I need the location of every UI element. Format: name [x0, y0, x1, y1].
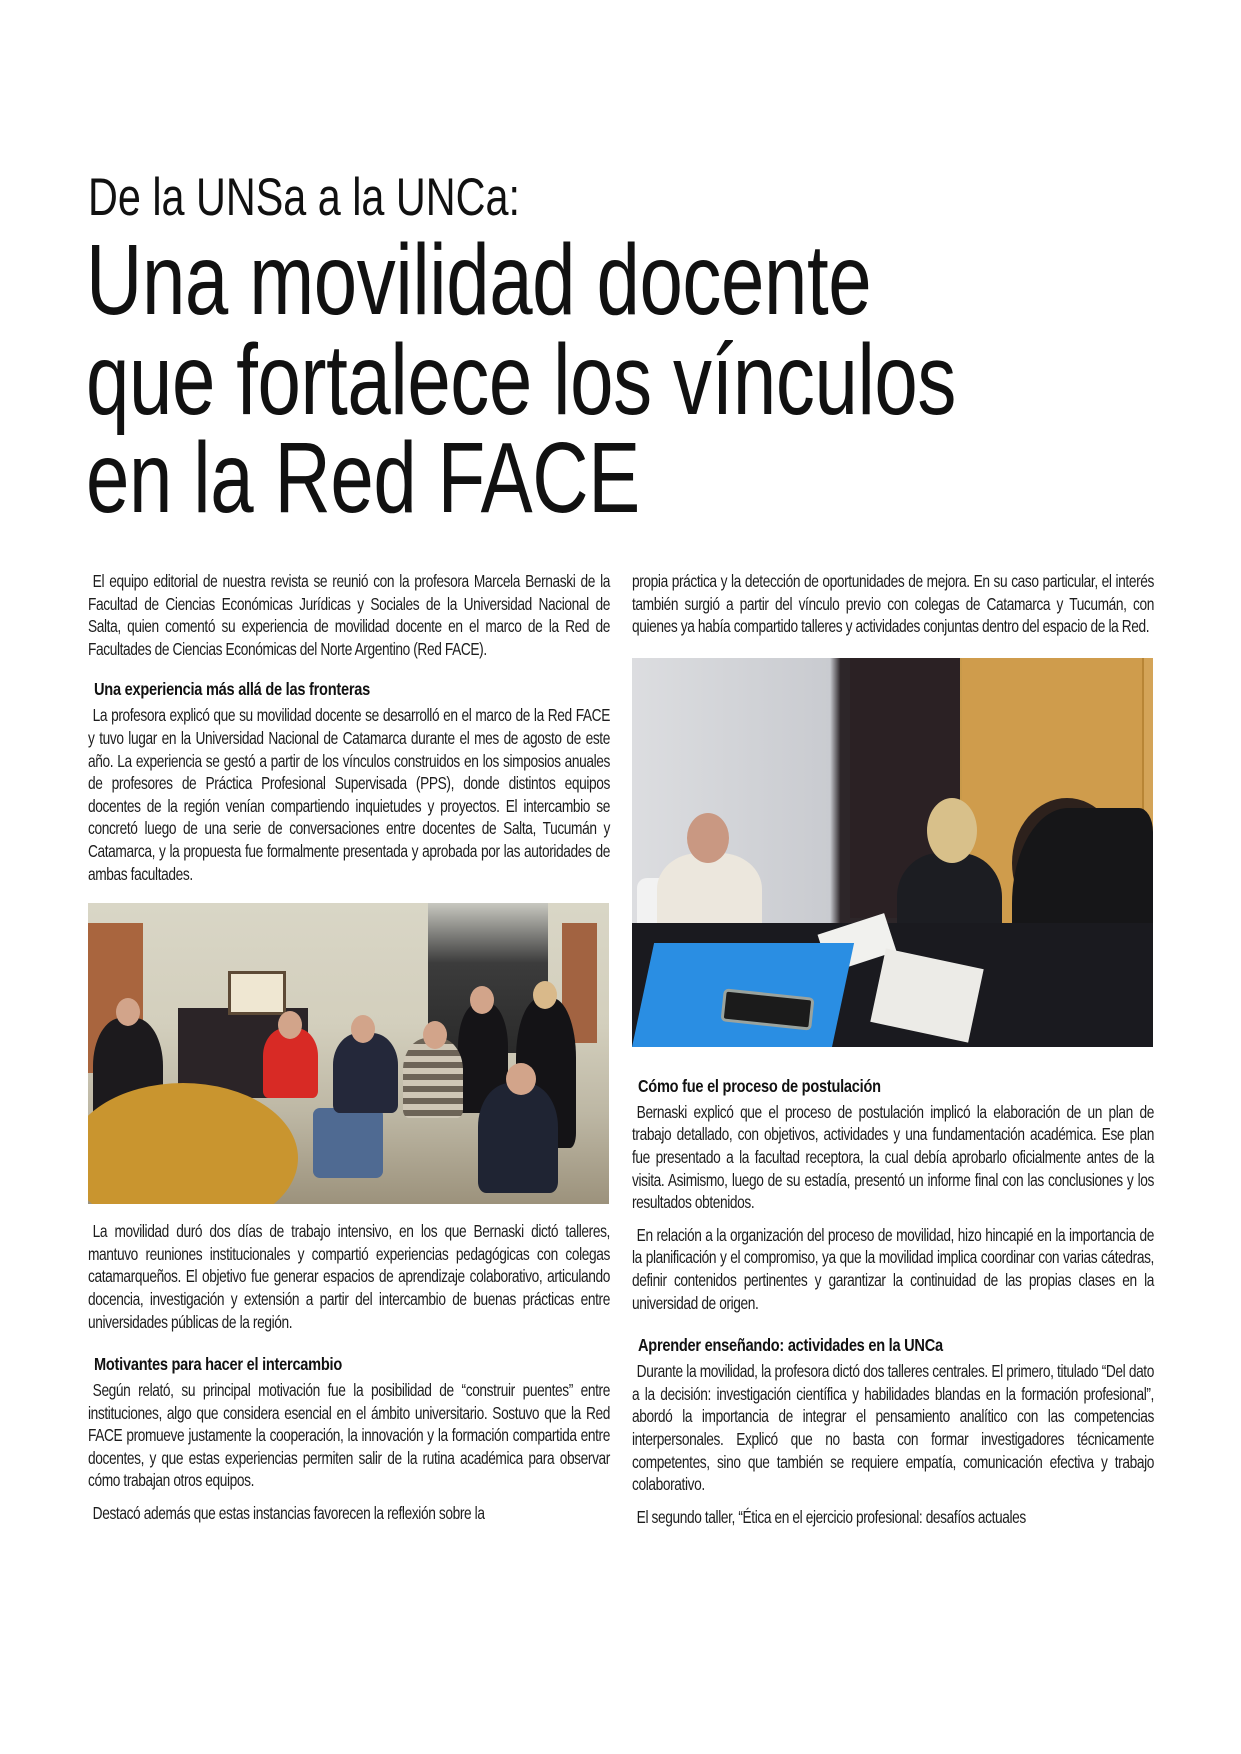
paragraph-text: La movilidad duró dos días de trabajo intensivo, en los que Bernaski dictó talleres, mantuvo reuniones institucionales y compartió experiencias pedagógicas con colegas catamarqueños. El objetivo fue generar espacios de aprendizaje colaborativo, articulando docencia, investigación y extensión a partir del intercambio de buenas prácticas entre universidades públicas de la región.	[88, 1221, 610, 1332]
left-column	[88, 570, 610, 1535]
section-heading-activities	[632, 1330, 1154, 1360]
paragraph	[632, 1506, 1154, 1529]
article-kicker	[88, 168, 642, 228]
paragraph-text: Durante la movilidad, la profesora dictó dos talleres centrales. El primero, titulado “Del dato a la decisión: investigación científica y habilidades blandas en la formación profesional”, abordó la importancia de integrar el pensamiento analítico con las competencias interpersonales. Explicó que no basta con formar investigadores técnicamente competentes, sino que también se requiere empatía, comunicación efectiva y trabajo colaborativo.	[632, 1361, 1154, 1495]
section-heading-experience	[88, 674, 610, 704]
title-text-3: en la Red FACE	[86, 422, 640, 534]
title-line-2	[86, 324, 1201, 436]
title-line-3	[86, 422, 796, 534]
paragraph-text: Bernaski explicó que el proceso de postulación implicó la elaboración de un plan de trabajo detallado, con objetivos, actividades y una fundamentación académica. Ese plan fue presentado a la facultad receptora, la cual debía aprobarlo oficialmente antes de la visita. Asimismo, luego de su estadía, presentó un informe final con las conclusiones y los resultados obtenidos.	[632, 1101, 1154, 1213]
paragraph	[632, 1360, 1154, 1496]
paragraph	[88, 1379, 610, 1492]
heading-text: Motivantes para hacer el intercambio	[94, 1354, 343, 1375]
paragraph	[88, 704, 610, 885]
title-text-1: Una movilidad docente	[86, 224, 872, 336]
photo-group-meeting	[88, 903, 609, 1204]
paragraph-text: Destacó además que estas instancias favorecen la reflexión sobre la	[92, 1503, 485, 1524]
heading-text: Aprender enseñando: actividades en la UNCa	[638, 1335, 943, 1356]
paragraph-text: En relación a la organización del proceso de movilidad, hizo hincapié en la importancia de la planificación y el compromiso, ya que la movilidad implica coordinar con varias cátedras, definir contenidos pertinentes y garantizar la continuidad de las propias clases en la universidad de origen.	[632, 1224, 1154, 1313]
right-column	[632, 570, 1154, 1538]
intro-text: El equipo editorial de nuestra revista se reunió con la profesora Marcela Bernaski de la Facultad de Ciencias Económicas Jurídicas y Sociales de la Universidad Nacional de Salta, quien comentó su experiencia de movilidad docente en el marco de la Red de Facultades de Ciencias Económicas del Norte Argentino (Red FACE).	[88, 571, 610, 659]
section-heading-motivations	[88, 1349, 610, 1379]
title-text-2: que fortalece los vínculos	[86, 324, 957, 436]
photo-reading-magazine	[632, 658, 1153, 1047]
paragraph-text: Según relató, su principal motivación fue la posibilidad de “construir puentes” entre instituciones, algo que considera esencial en el ámbito universitario. Sostuvo que la Red FACE promueve justamente la cooperación, la innovación y la formación compartida entre docentes, y que estas experiencias permiten salir de la rutina académica para observar cómo trabajan otros equipos.	[88, 1380, 610, 1491]
paragraph-text: El segundo taller, “Ética en el ejercicio profesional: desafíos actuales	[636, 1506, 1026, 1527]
paragraph	[632, 1224, 1154, 1314]
heading-text: Cómo fue el proceso de postulación	[638, 1075, 881, 1096]
title-line-1	[86, 224, 1093, 336]
intro-paragraph	[88, 570, 610, 660]
paragraph	[632, 1101, 1154, 1214]
section-heading-application-process	[632, 1071, 1154, 1101]
kicker-text: De la UNSa a la UNCa:	[88, 168, 520, 227]
heading-text: Una experiencia más allá de las fronteras	[94, 679, 371, 700]
paragraph	[88, 1220, 610, 1333]
continued-paragraph	[632, 570, 1154, 638]
paragraph-text: La profesora explicó que su movilidad docente se desarrolló en el marco de la Red FACE y tuvo lugar en la Universidad Nacional de Catamarca durante el mes de agosto de este año. La experiencia se gestó a partir de los vínculos construidos en los simposios anuales de profesores de Práctica Profesional Supervisada (PPS), donde distintos equipos docentes de la región venían compartiendo inquietudes y proyectos. El intercambio se concretó luego de una serie de conversaciones entre docentes de Salta, Tucumán y Catamarca, y la propuesta fue formalmente presentada y aprobada por las autoridades de ambas facultades.	[88, 705, 610, 884]
paragraph-text: propia práctica y la detección de oportunidades de mejora. En su caso particular, el interés también surgió a partir del vínculo previo con colegas de Catamarca y Tucumán, con quienes ya había compartido talleres y actividades conjuntas dentro del espacio de la Red.	[632, 571, 1154, 637]
paragraph	[88, 1502, 610, 1525]
